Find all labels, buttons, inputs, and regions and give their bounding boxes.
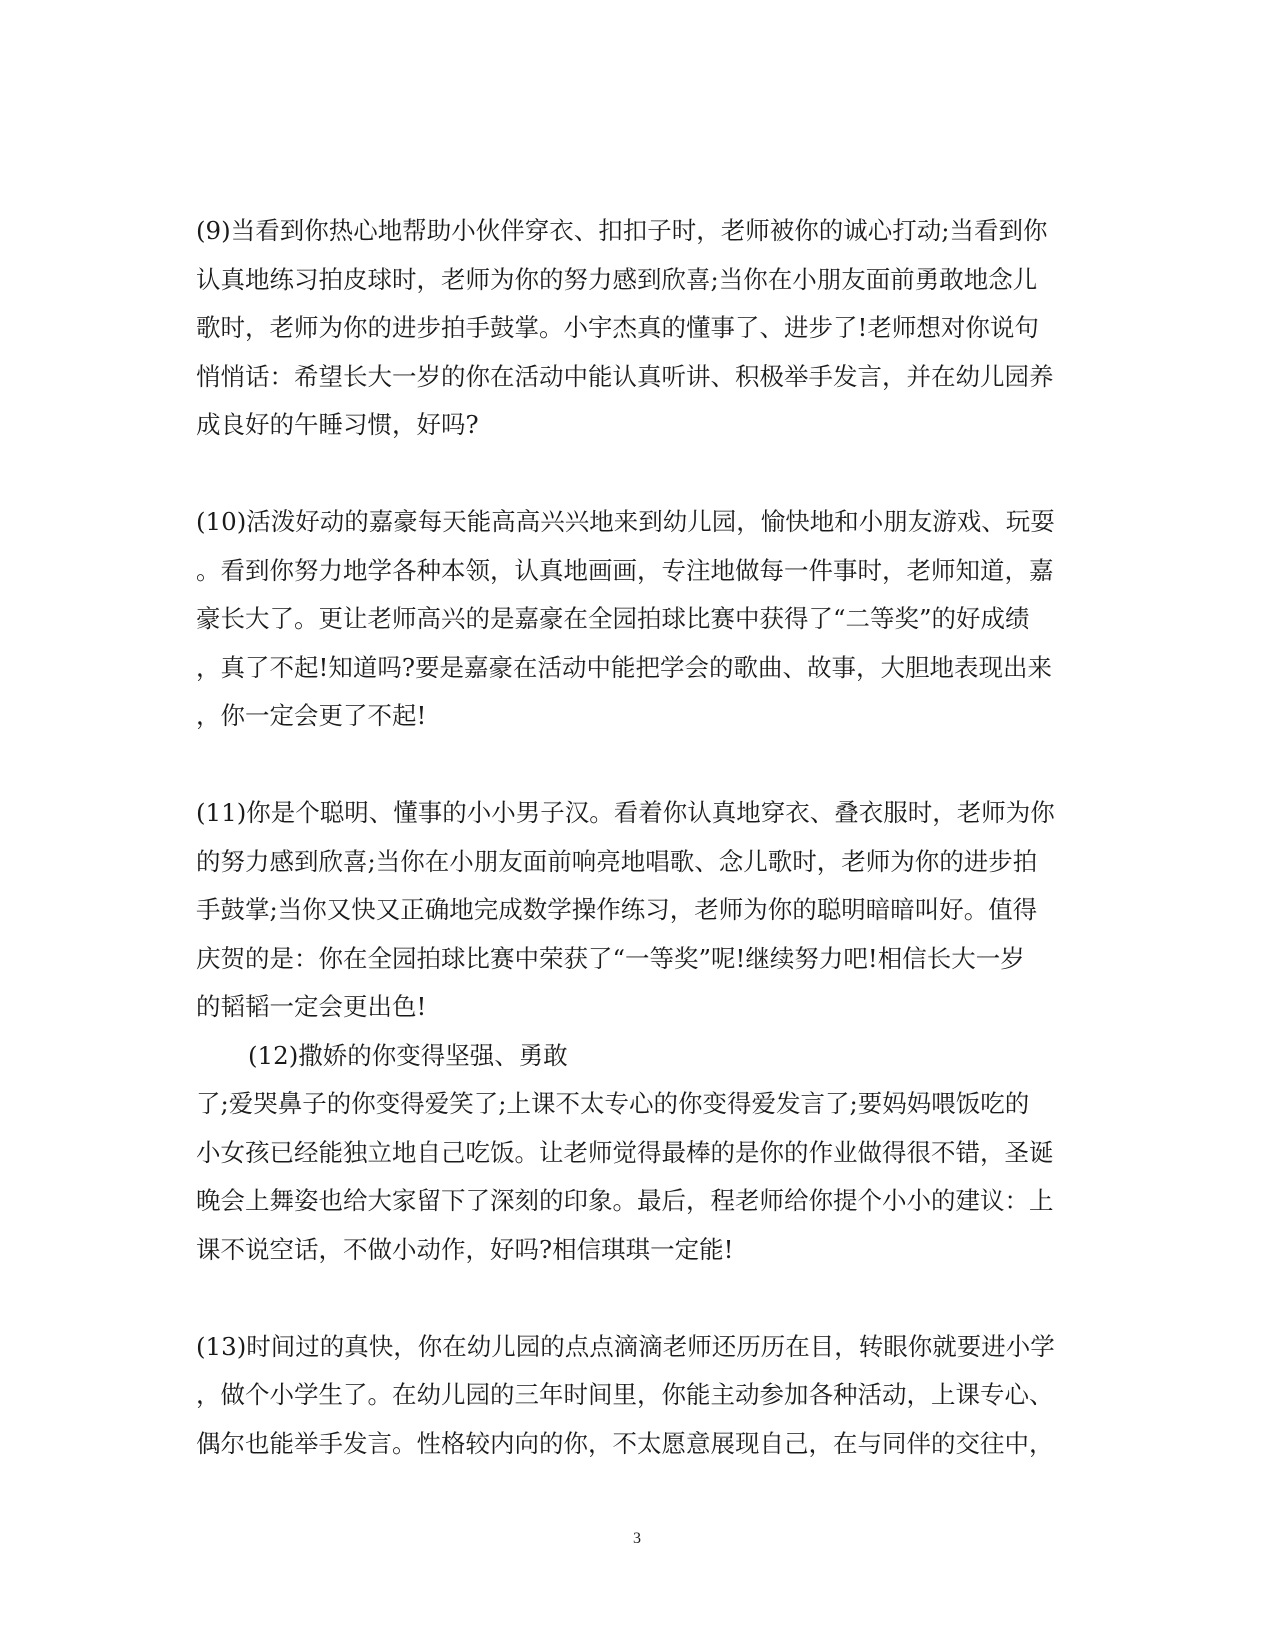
- document-body: [196, 207, 1082, 1468]
- text-line: 的韬韬一定会更出色!: [196, 992, 427, 1021]
- paragraph-12: [196, 1032, 1082, 1275]
- text-line: (11)你是个聪明、懂事的小小男子汉。看着你认真地穿衣、叠衣服时，老师为你: [196, 798, 1055, 827]
- text-line: 手鼓掌;当你又快又正确地完成数学操作练习，老师为你的聪明暗暗叫好。值得: [196, 895, 1038, 924]
- text-line: (9)当看到你热心地帮助小伙伴穿衣、扣扣子时，老师被你的诚心打动;当看到你: [196, 216, 1048, 245]
- text-line: 豪长大了。更让老师高兴的是嘉豪在全园拍球比赛中获得了“二等奖”的好成绩: [196, 604, 1030, 633]
- paragraph-13: [196, 1323, 1082, 1469]
- text-line: 。看到你努力地学各种本领，认真地画画，专注地做每一件事时，老师知道，嘉: [196, 555, 1054, 585]
- text-line: 悄悄话：希望长大一岁的你在活动中能认真听讲、积极举手发言，并在幼儿园养: [196, 361, 1054, 391]
- paragraph-10: [196, 498, 1082, 741]
- text-line: 的努力感到欣喜;当你在小朋友面前响亮地唱歌、念儿歌时，老师为你的进步拍: [196, 846, 1038, 876]
- text-line: 庆贺的是：你在全园拍球比赛中荣获了“一等奖”呢!继续努力吧!相信长大一岁: [196, 943, 1025, 973]
- page-number: 3: [633, 1530, 641, 1547]
- text-line: 了;爱哭鼻子的你变得爱笑了;上课不太专心的你变得爱发言了;要妈妈喂饭吃的: [196, 1089, 1030, 1118]
- indented-line: (12)撒娇的你变得坚强、勇敢: [248, 1040, 568, 1070]
- text-line: ，做个小学生了。在幼儿园的三年时间里，你能主动参加各种活动，上课专心、: [196, 1380, 1054, 1409]
- text-line: ，你一定会更了不起!: [196, 701, 427, 730]
- text-line: (10)活泼好动的嘉豪每天能高高兴兴地来到幼儿园，愉快地和小朋友游戏、玩耍: [196, 507, 1055, 536]
- paragraph-gap: [196, 1274, 1082, 1323]
- paragraph-9: [196, 207, 1082, 450]
- text-line: (13)时间过的真快，你在幼儿园的点点滴滴老师还历历在目，转眼你就要进小学: [196, 1331, 1055, 1361]
- paragraph-gap: [196, 741, 1082, 790]
- text-line: 小女孩已经能独立地自己吃饭。让老师觉得最棒的是你的作业做得很不错，圣诞: [196, 1137, 1054, 1167]
- text-line: 认真地练习拍皮球时，老师为你的努力感到欣喜;当你在小朋友面前勇敢地念儿: [196, 264, 1038, 294]
- text-line: 偶尔也能举手发言。性格较内向的你，不太愿意展现自己，在与同伴的交往中，: [196, 1428, 1054, 1458]
- text-line: 歌时，老师为你的进步拍手鼓掌。小宇杰真的懂事了、进步了!老师想对你说句: [196, 313, 1039, 342]
- paragraph-gap: [196, 450, 1082, 499]
- paragraph-11: [196, 789, 1082, 1032]
- text-line: ，真了不起!知道吗?要是嘉豪在活动中能把学会的歌曲、故事，大胆地表现出来: [196, 652, 1052, 682]
- text-line: 成良好的午睡习惯，好吗?: [196, 410, 479, 439]
- text-line: 课不说空话，不做小动作，好吗?相信琪琪一定能!: [196, 1234, 734, 1264]
- text-line: 晚会上舞姿也给大家留下了深刻的印象。最后，程老师给你提个小小的建议：上: [196, 1186, 1054, 1215]
